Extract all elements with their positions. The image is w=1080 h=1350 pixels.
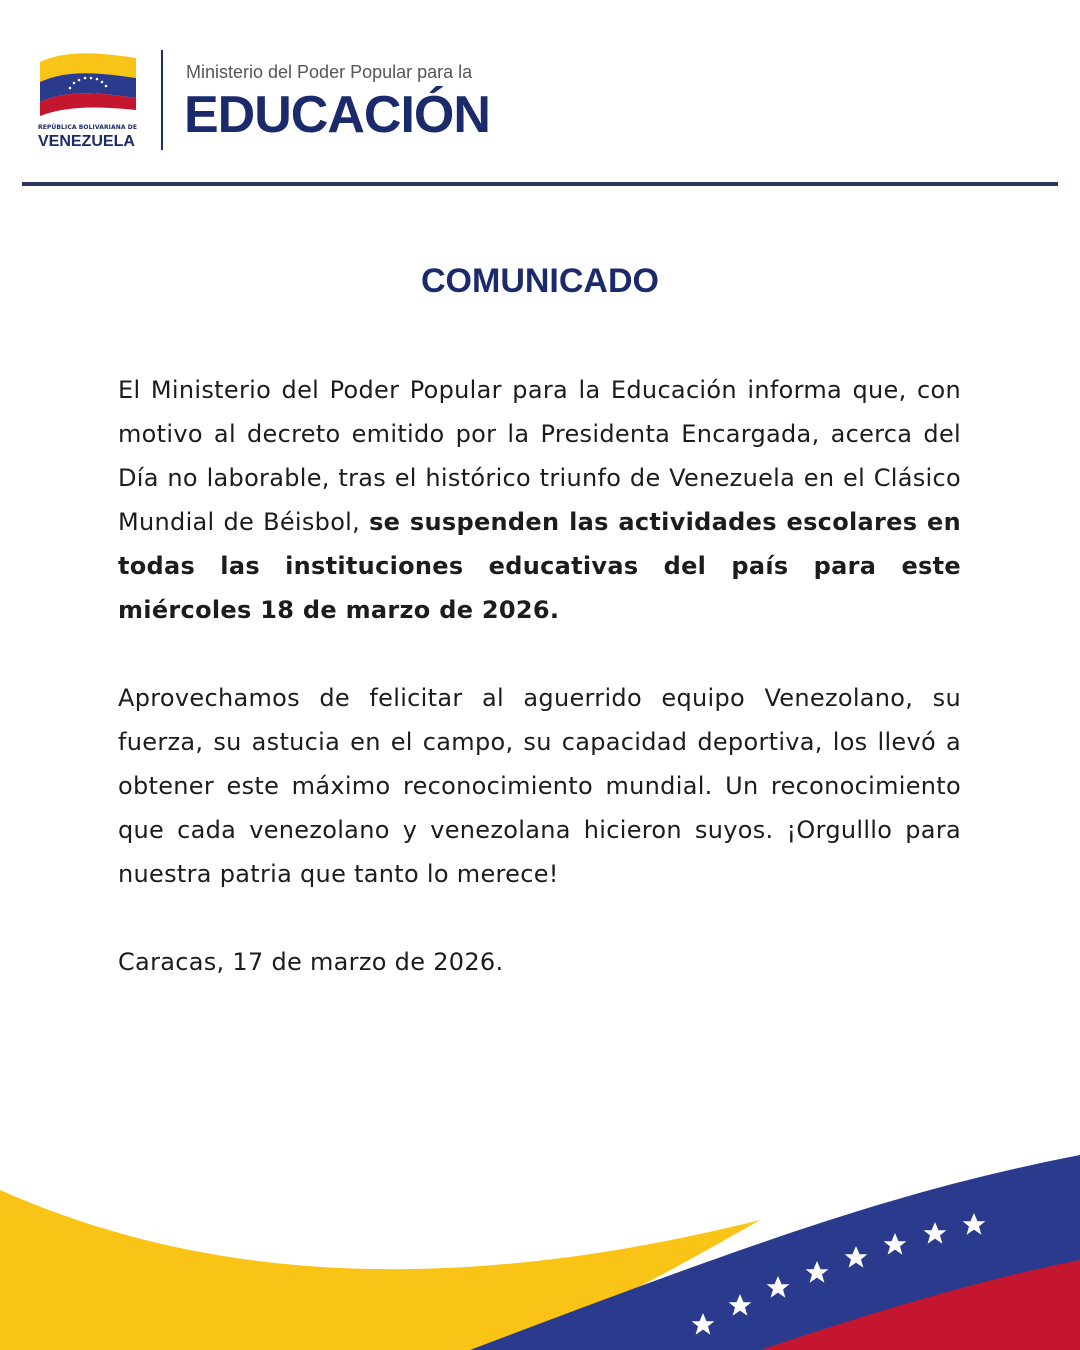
paragraph-2: Aprovechamos de felicitar al aguerrido equipo Venezolano, su fuerza, su astucia en el campo, su capacidad deportiva, los llevó a obtener este máximo reconocimiento mundial. Un reconocimiento que cada venezolano y venezolana hicieron suyos. ¡Orgulllo para nuestra patria que tanto lo merece! [118,684,961,888]
country-line-big: VENEZUELA [38,133,135,150]
country-line-small: REPÚBLICA BOLIVARIANA DE [38,124,138,131]
ministry-subtitle: Ministerio del Poder Popular para la [186,62,473,82]
paragraph-1-regular: El Ministerio del Poder Popular para la Educación informa que, con motivo al decreto emitido por la Presidenta Encargada, acerca del Día no laborable, tras el histórico triunfo de Venezuela en el Clásico Mundial de Béisbol, [118,376,961,536]
signature-line: Caracas, 17 de marzo de 2026. [118,948,504,976]
document-body [118,368,961,984]
header-rule [22,182,1058,186]
header-divider [161,50,163,150]
letterhead [0,0,1080,190]
venezuela-flag-icon [36,48,140,120]
paragraph-1-bold: se suspenden las actividades escolares en todas las instituciones educativas del país para este miércoles 18 de marzo de 2026. [118,508,961,624]
ministry-name: EDUCACIÓN [184,86,490,144]
document-title: COMUNICADO [421,262,659,300]
paragraph-1 [118,368,961,632]
flag-wave-decoration [0,1130,1080,1350]
